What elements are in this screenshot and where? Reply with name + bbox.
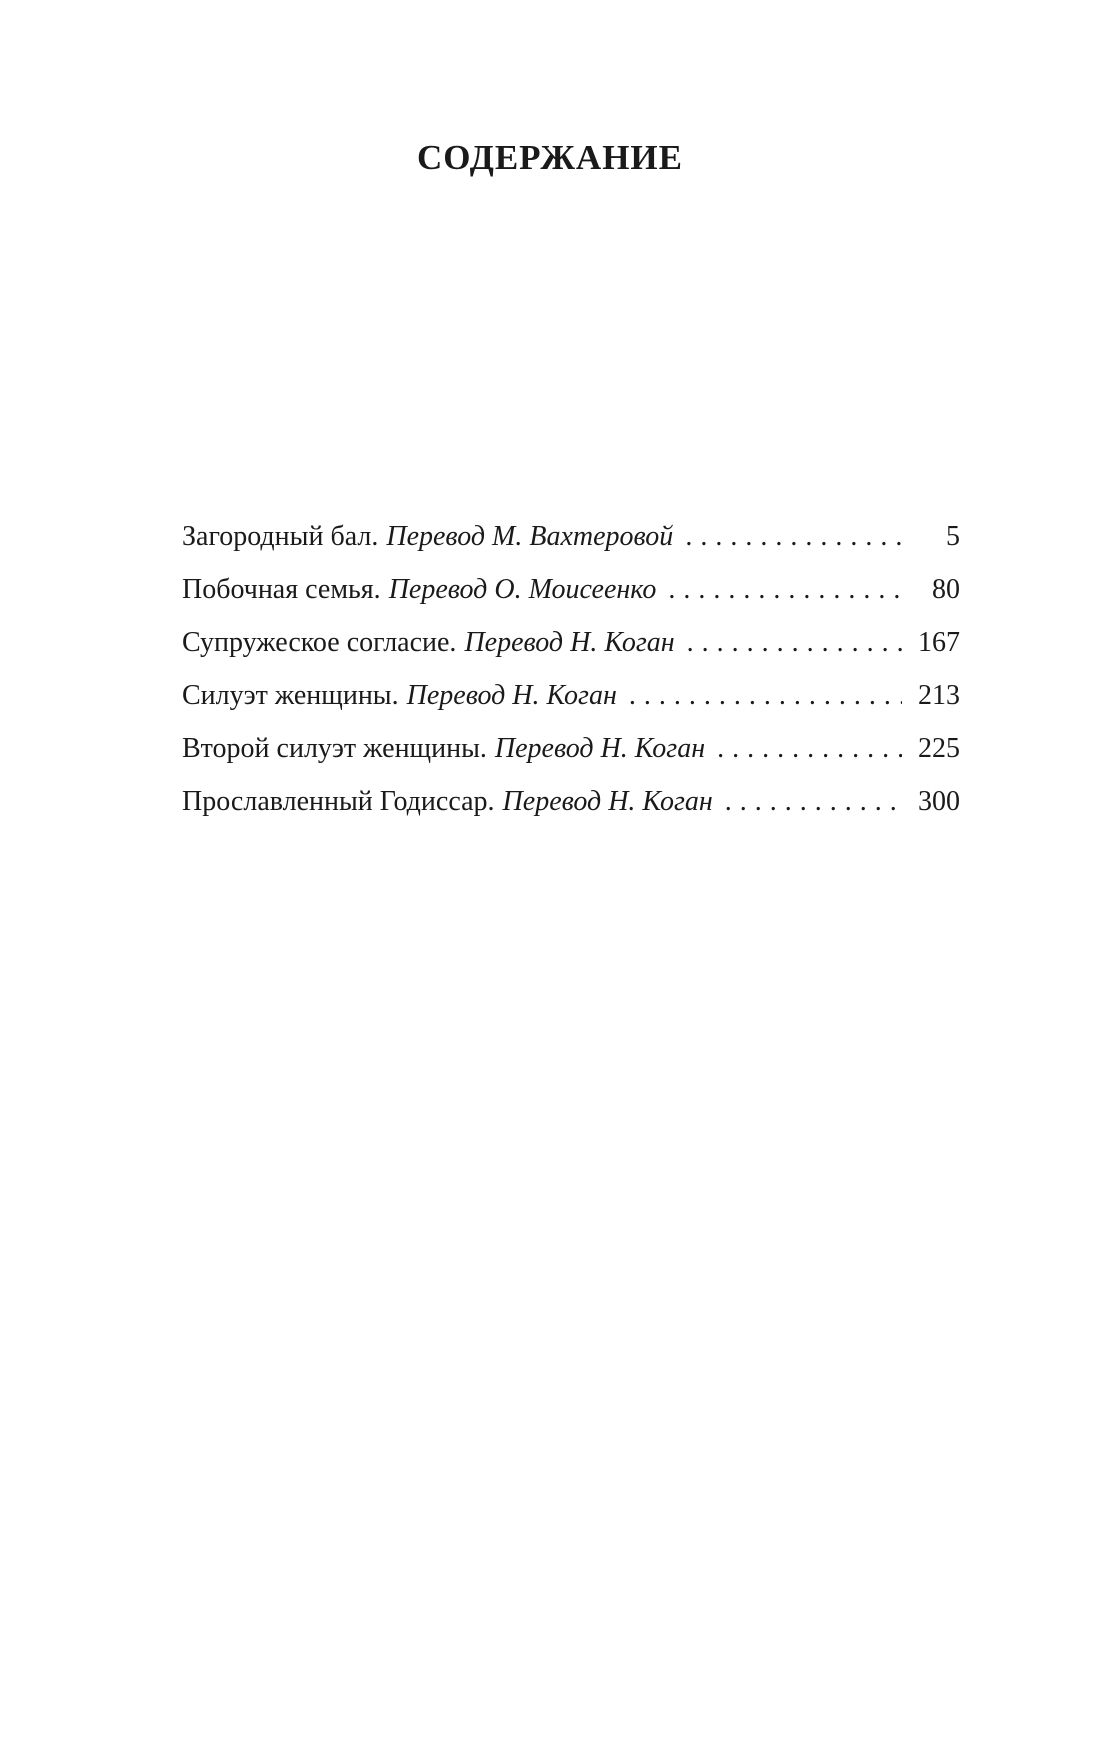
toc-page-number: 80 [932, 574, 960, 605]
toc-entry [182, 669, 960, 722]
toc-leader-dots [668, 563, 902, 616]
toc-translator: Перевод О. Моисеенко [388, 574, 657, 605]
toc-work-title: Прославленный Годиссар. [182, 786, 495, 817]
toc-work-title: Побочная семья. [182, 574, 381, 605]
toc-work-title: Супружеское согласие. [182, 627, 457, 658]
toc-entry [182, 563, 960, 616]
toc-entry [182, 722, 960, 775]
toc-translator: Перевод Н. Коган [406, 680, 617, 711]
toc-work-title: Загородный бал. [182, 521, 379, 552]
toc-leader-dots [725, 775, 902, 828]
toc-work-title: Силуэт женщины. [182, 680, 399, 711]
toc-page-number: 5 [946, 521, 960, 552]
toc-leader-dots [687, 616, 902, 669]
toc-translator: Перевод Н. Коган [502, 786, 713, 817]
toc-page-number: 300 [918, 786, 960, 817]
toc-entry [182, 510, 960, 563]
toc-translator: Перевод Н. Коган [464, 627, 675, 658]
toc-leader-dots [717, 722, 902, 775]
toc-entry [182, 616, 960, 669]
toc-work-title: Второй силуэт женщины. [182, 733, 487, 764]
page-title: СОДЕРЖАНИЕ [416, 138, 683, 177]
toc-translator: Перевод Н. Коган [494, 733, 706, 764]
toc-entry [182, 775, 960, 828]
toc-translator: Перевод М. Вахтеровой [386, 521, 674, 552]
toc-page-number: 213 [918, 680, 960, 711]
toc-page-number: 167 [918, 627, 960, 658]
toc-page-number: 225 [918, 733, 960, 764]
toc-leader-dots [685, 510, 902, 563]
toc-leader-dots [629, 669, 902, 722]
table-of-contents [182, 510, 960, 828]
